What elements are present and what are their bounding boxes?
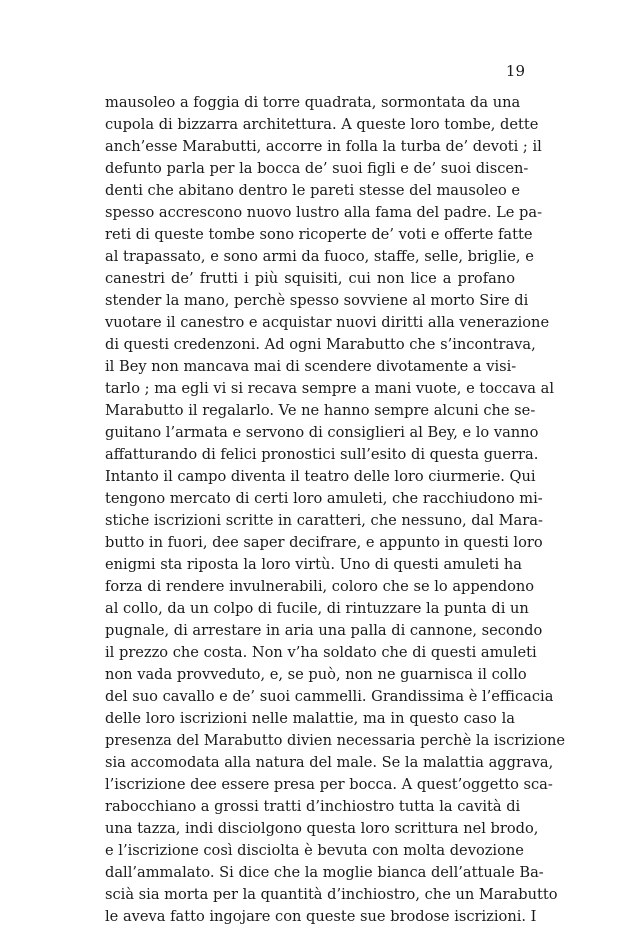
text-line: una tazza, indi disciolgono questa loro scrittura nel brodo,: [105, 820, 539, 837]
text-line: butto in fuori, dee saper decifrare, e appunto in questi loro: [105, 534, 543, 551]
text-line: cupola di bizzarra architettura. A queste loro tombe, dette: [105, 116, 539, 133]
text-line: presenza del Marabutto divien necessaria perchè la iscrizione: [105, 732, 566, 749]
text-line: forza di rendere invulnerabili, coloro che se lo appendono: [105, 578, 535, 595]
text-line: del suo cavallo e de’ suoi cammelli. Grandissima è l’efficacia: [105, 688, 554, 705]
text-line: il Bey non mancava mai di scendere divotamente a visi-: [105, 358, 517, 375]
text-line: delle loro iscrizioni nelle malattie, ma in questo caso la: [105, 710, 515, 727]
text-line: anch’esse Marabutti, accorre in folla la turba de’ devoti ; il: [105, 138, 542, 155]
text-line: enigmi sta riposta la loro virtù. Uno di questi amuleti ha: [105, 556, 522, 573]
page-number: 19: [505, 62, 525, 80]
body-text: [105, 92, 566, 928]
text-line: il prezzo che costa. Non v’ha soldato che di questi amuleti: [105, 644, 537, 661]
text-line: scià sia morta per la quantità d’inchiostro, che un Marabutto: [105, 886, 558, 903]
text-line: sia accomodata alla natura del male. Se la malattia aggrava,: [105, 754, 554, 771]
text-line: tengono mercato di certi loro amuleti, che racchiudono mi-: [105, 490, 543, 507]
text-line: Marabutto il regalarlo. Ve ne hanno sempre alcuni che se-: [105, 402, 536, 419]
text-line: spesso accrescono nuovo lustro alla fama del padre. Le pa-: [105, 204, 543, 221]
text-line: reti di queste tombe sono ricoperte de’ voti e offerte fatte: [105, 226, 533, 243]
text-line: al trapassato, e sono armi da fuoco, staffe, selle, briglie, e: [105, 248, 534, 265]
text-line: mausoleo a foggia di torre quadrata, sormontata da una: [105, 94, 521, 111]
text-line: rabocchiano a grossi tratti d’inchiostro tutta la cavità di: [105, 798, 521, 815]
text-line: canestri de’ frutti i più squisiti, cui non lice a profano: [105, 270, 515, 287]
text-line: tarlo ; ma egli vi si recava sempre a mani vuote, e toccava al: [105, 380, 555, 397]
text-line: pugnale, di arrestare in aria una palla di cannone, secondo: [105, 622, 543, 639]
text-line: stender la mano, perchè spesso sovviene al morto Sire di: [105, 292, 529, 309]
text-line: l’iscrizione dee essere presa per bocca. A quest’oggetto sca-: [105, 776, 553, 793]
text-line: di questi credenzoni. Ad ogni Marabutto che s’incontrava,: [105, 336, 536, 353]
text-line: Intanto il campo diventa il teatro delle loro ciurmerie. Qui: [105, 468, 536, 485]
text-line: denti che abitano dentro le pareti stesse del mausoleo e: [105, 182, 521, 199]
text-line: defunto parla per la bocca de’ suoi figli e de’ suoi discen-: [105, 160, 529, 177]
text-line: vuotare il canestro e acquistar nuovi diritti alla venerazione: [105, 314, 550, 331]
text-line: le aveva fatto ingojare con queste sue brodose iscrizioni. I: [105, 908, 537, 925]
text-line: e l’iscrizione così disciolta è bevuta con molta devozione: [105, 842, 524, 859]
text-line: stiche iscrizioni scritte in caratteri, che nessuno, dal Mara-: [105, 512, 543, 529]
text-line: dall’ammalato. Si dice che la moglie bianca dell’attuale Ba-: [105, 864, 544, 881]
text-line: guitano l’armata e servono di consiglieri al Bey, e lo vanno: [105, 424, 539, 441]
text-line: non vada provveduto, e, se può, non ne guarnisca il collo: [105, 666, 527, 683]
text-line: affatturando di felici pronostici sull’esito di questa guerra.: [105, 446, 539, 463]
text-line: al collo, da un colpo di fucile, di rintuzzare la punta di un: [105, 600, 529, 617]
